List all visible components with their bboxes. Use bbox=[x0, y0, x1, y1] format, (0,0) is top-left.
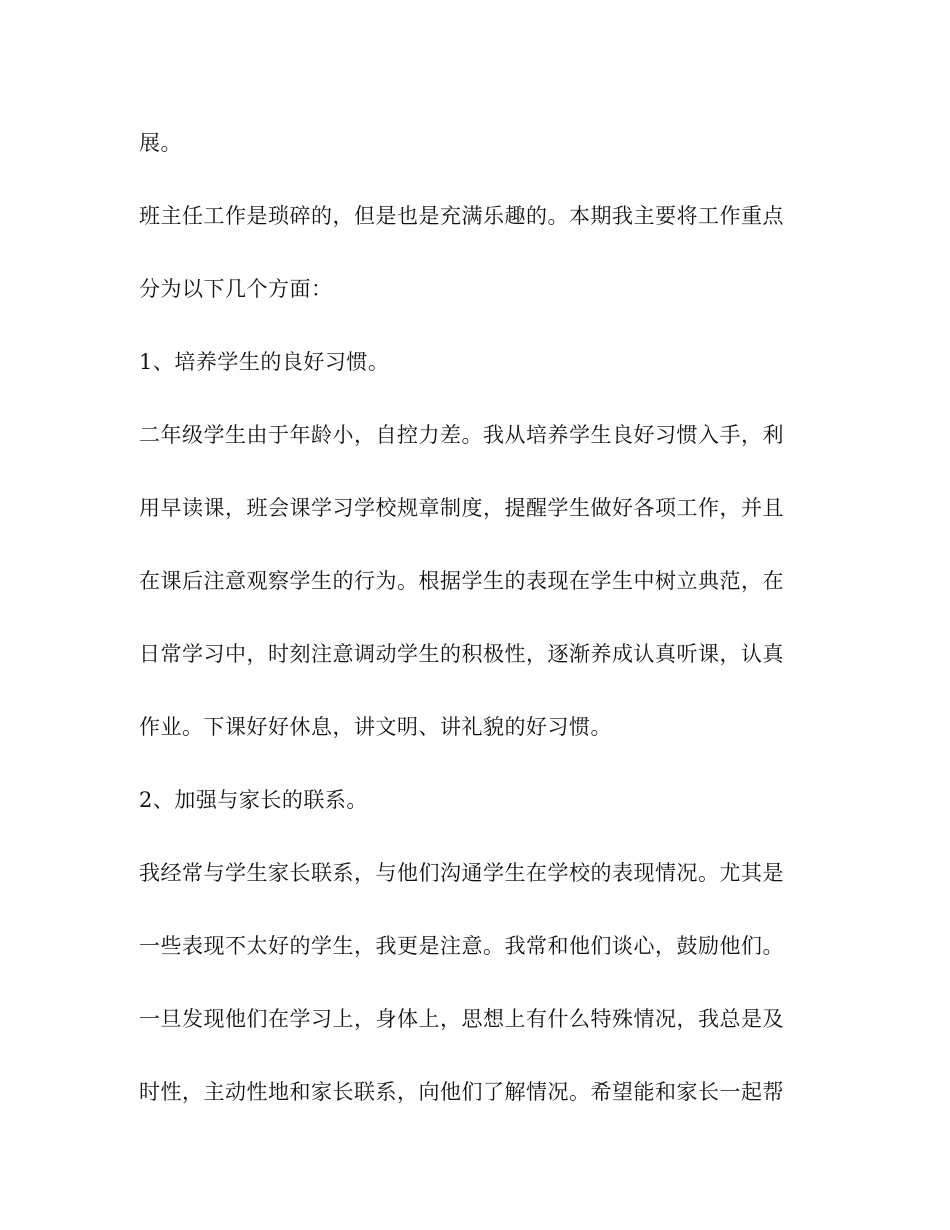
paragraph-line: 一些表现不太好的学生，我更是注意。我常和他们谈心，鼓励他们。 bbox=[139, 934, 784, 958]
paragraph-line: 一旦发现他们在学习上，身体上，思想上有什么特殊情况，我总是及 bbox=[139, 1007, 784, 1031]
paragraph-line: 分为以下几个方面： bbox=[139, 277, 333, 301]
paragraph-line: 我经常与学生家长联系，与他们沟通学生在学校的表现情况。尤其是 bbox=[139, 861, 784, 885]
section-heading-line: 1、培养学生的良好习惯。 bbox=[139, 350, 390, 374]
section-heading-line: 2、加强与家长的联系。 bbox=[139, 788, 368, 812]
paragraph-line: 展。 bbox=[139, 131, 182, 155]
paragraph-line: 班主任工作是琐碎的，但是也是充满乐趣的。本期我主要将工作重点 bbox=[139, 204, 784, 228]
paragraph-line: 作业。下课好好休息，讲文明、讲礼貌的好习惯。 bbox=[139, 715, 612, 739]
paragraph-line: 日常学习中，时刻注意调动学生的积极性，逐渐养成认真听课，认真 bbox=[139, 642, 784, 666]
paragraph-line: 时性，主动性地和家长联系，向他们了解情况。希望能和家长一起帮 bbox=[139, 1080, 784, 1104]
paragraph-line: 用早读课，班会课学习学校规章制度，提醒学生做好各项工作，并且 bbox=[139, 496, 784, 520]
paragraph-line: 二年级学生由于年龄小，自控力差。我从培养学生良好习惯入手，利 bbox=[139, 423, 784, 447]
paragraph-line: 在课后注意观察学生的行为。根据学生的表现在学生中树立典范，在 bbox=[139, 569, 784, 593]
